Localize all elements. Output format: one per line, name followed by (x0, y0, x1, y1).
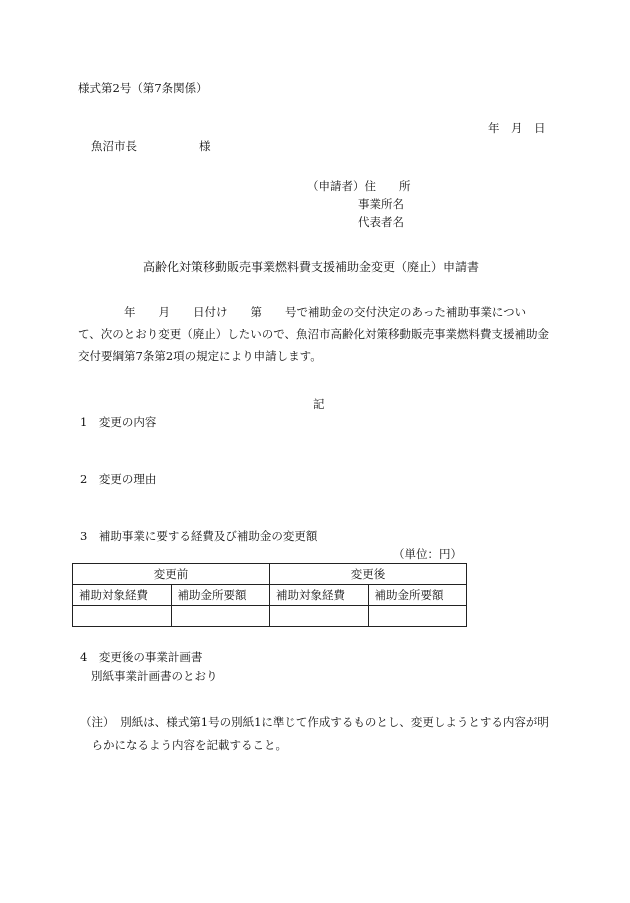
table-header-row (73, 564, 467, 585)
date-line: 年 月 日 (488, 121, 546, 135)
note-text (80, 711, 565, 757)
table-cell (368, 606, 467, 627)
table-row (73, 606, 467, 627)
col-after-eligible: 補助対象経費 (270, 585, 369, 606)
unit-label: （単位：円） (393, 547, 462, 561)
form-number: 様式第2号（第7条関係） (78, 81, 208, 95)
ki-heading: 記 (313, 397, 325, 411)
col-after-subsidy: 補助金所要額 (368, 585, 467, 606)
representative-label: 代表者名 (358, 215, 404, 229)
table-subheader-row (73, 585, 467, 606)
business-name-label: 事業所名 (358, 197, 404, 211)
section-4-text: 別紙事業計画書のとおり (91, 669, 218, 683)
col-before-subsidy: 補助金所要額 (171, 585, 270, 606)
addressee: 魚沼市長 (91, 139, 137, 153)
body-line-2: て、次のとおり変更（廃止）したいので、魚沼市高齢化対策移動販売事業燃料費支援補助金 (78, 327, 550, 341)
honorific: 様 (199, 139, 211, 153)
header-after: 変更後 (270, 564, 467, 585)
table-cell (171, 606, 270, 627)
table-cell (270, 606, 369, 627)
note-line-1: （注） 別紙は、様式第1号の別紙1に準じて作成するものとし、変更しようとする内容が明 (80, 715, 549, 729)
document-title: 高齢化対策移動販売事業燃料費支援補助金変更（廃止）申請書 (143, 260, 480, 274)
header-before: 変更前 (73, 564, 270, 585)
table-cell (73, 606, 172, 627)
applicant-address-label: （申請者）住 所 (307, 179, 411, 193)
section-1: 1 変更の内容 (80, 415, 157, 429)
col-before-eligible: 補助対象経費 (73, 585, 172, 606)
cost-table (72, 563, 467, 627)
body-line-3: 交付要綱第7条第2項の規定により申請します。 (78, 349, 322, 363)
section-3: 3 補助事業に要する経費及び補助金の変更額 (80, 529, 318, 543)
body-line-1: 年 月 日付け 第 号で補助金の交付決定のあった補助事業につい (78, 305, 527, 319)
section-4: 4 変更後の事業計画書 (80, 650, 203, 664)
body-text (78, 301, 563, 367)
section-2: 2 変更の理由 (80, 472, 157, 486)
note-line-2: らかになるよう内容を記載すること。 (80, 738, 287, 752)
